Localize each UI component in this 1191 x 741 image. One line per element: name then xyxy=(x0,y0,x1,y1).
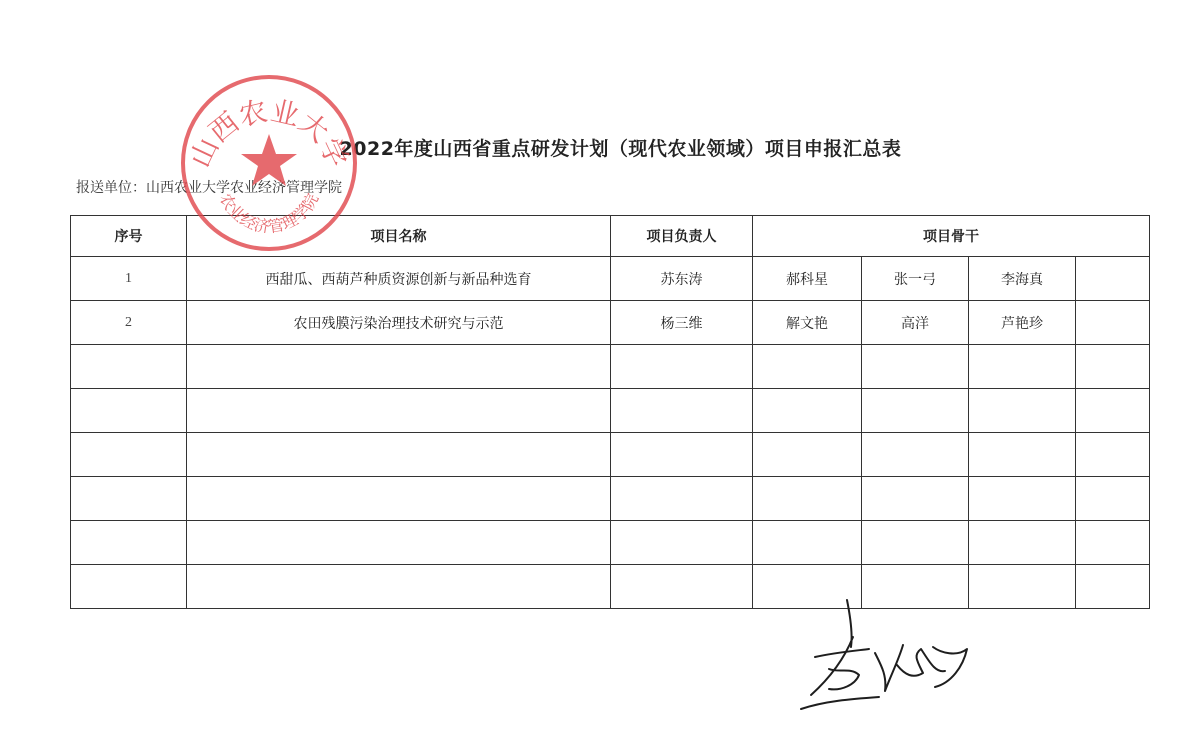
cell-member xyxy=(1076,433,1150,477)
cell-member: 李海真 xyxy=(969,257,1076,301)
cell-member xyxy=(862,433,969,477)
cell-member xyxy=(1076,301,1150,345)
page-title: 2022年度山西省重点研发计划（现代农业领域）项目申报汇总表 xyxy=(339,138,902,160)
cell-leader xyxy=(611,565,753,609)
cell-member xyxy=(862,477,969,521)
cell-index xyxy=(71,565,187,609)
cell-leader xyxy=(611,345,753,389)
table-row xyxy=(71,521,1150,565)
cell-member xyxy=(862,521,969,565)
cell-index: 1 xyxy=(71,257,187,301)
cell-project-name xyxy=(187,477,611,521)
header-leader: 项目负责人 xyxy=(611,216,753,257)
seal-text-bottom: 农业经济管理学院 xyxy=(215,190,323,237)
cell-member xyxy=(862,345,969,389)
cell-project-name xyxy=(187,565,611,609)
cell-project-name xyxy=(187,521,611,565)
cell-member: 高洋 xyxy=(862,301,969,345)
table-row xyxy=(71,301,1150,345)
cell-member xyxy=(753,521,862,565)
cell-member xyxy=(1076,389,1150,433)
handwritten-signature xyxy=(795,595,975,720)
table-row xyxy=(71,565,1150,609)
cell-project-name: 农田残膜污染治理技术研究与示范 xyxy=(187,301,611,345)
table-row xyxy=(71,389,1150,433)
cell-leader xyxy=(611,521,753,565)
cell-member xyxy=(753,389,862,433)
cell-index xyxy=(71,345,187,389)
header-project-name: 项目名称 xyxy=(187,216,611,257)
cell-index xyxy=(71,389,187,433)
cell-member xyxy=(1076,521,1150,565)
cell-member xyxy=(969,345,1076,389)
header-backbone: 项目骨干 xyxy=(753,216,1150,257)
cell-member xyxy=(969,565,1076,609)
cell-member: 张一弓 xyxy=(862,257,969,301)
cell-member xyxy=(1076,565,1150,609)
cell-member xyxy=(969,433,1076,477)
cell-leader xyxy=(611,477,753,521)
table-row xyxy=(71,345,1150,389)
cell-member xyxy=(862,389,969,433)
reporting-unit: 报送单位：山西农业大学农业经济管理学院 xyxy=(76,180,342,196)
cell-leader: 苏东涛 xyxy=(611,257,753,301)
cell-member xyxy=(969,389,1076,433)
header-index: 序号 xyxy=(71,216,187,257)
summary-table xyxy=(70,215,1150,609)
table-row xyxy=(71,477,1150,521)
cell-member xyxy=(753,433,862,477)
cell-leader xyxy=(611,389,753,433)
cell-member: 芦艳珍 xyxy=(969,301,1076,345)
cell-index xyxy=(71,521,187,565)
cell-project-name xyxy=(187,389,611,433)
cell-index xyxy=(71,477,187,521)
cell-member xyxy=(969,477,1076,521)
cell-member xyxy=(1076,257,1150,301)
table-row xyxy=(71,257,1150,301)
cell-member xyxy=(969,521,1076,565)
cell-member: 解文艳 xyxy=(753,301,862,345)
cell-index xyxy=(71,433,187,477)
cell-member xyxy=(1076,477,1150,521)
cell-leader: 杨三维 xyxy=(611,301,753,345)
cell-project-name xyxy=(187,433,611,477)
cell-member xyxy=(753,345,862,389)
cell-member xyxy=(1076,345,1150,389)
table-row xyxy=(71,433,1150,477)
official-seal xyxy=(178,72,360,254)
cell-project-name xyxy=(187,345,611,389)
cell-member xyxy=(753,477,862,521)
cell-project-name: 西甜瓜、西葫芦种质资源创新与新品种选育 xyxy=(187,257,611,301)
seal-text-top: 山西农业大学 xyxy=(183,94,355,173)
cell-leader xyxy=(611,433,753,477)
cell-index: 2 xyxy=(71,301,187,345)
cell-member: 郝科星 xyxy=(753,257,862,301)
